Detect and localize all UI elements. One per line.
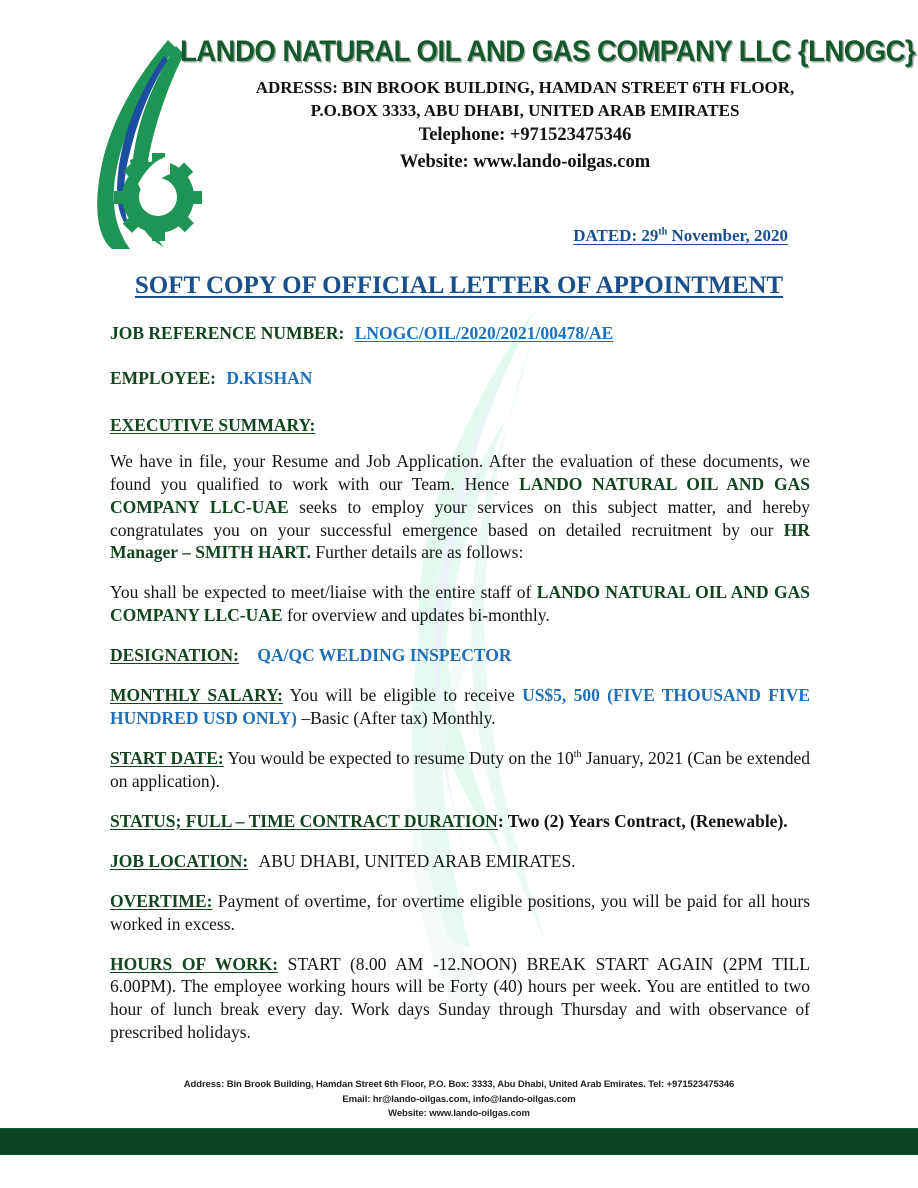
footer-email-line: Email: hr@lando-oilgas.com, info@lando-oilgas.com: [342, 1093, 576, 1105]
telephone-line: Telephone: +971523475346: [418, 125, 632, 146]
start-date-text-a: You would be expected to resume Duty on the 10: [223, 747, 574, 768]
job-reference-value: LNOGC/OIL/2020/2021/00478/AE: [354, 323, 614, 343]
summary-p2-part-b: for overview and updates bi-monthly.: [282, 605, 550, 626]
footer-website-line: Website: www.lando-oilgas.com: [388, 1108, 530, 1120]
executive-summary-heading: EXECUTIVE SUMMARY:: [110, 414, 316, 435]
status-label: STATUS; FULL – TIME CONTRACT DURATION: [110, 810, 498, 831]
start-date-row: [110, 747, 810, 793]
designation-row: [110, 644, 810, 667]
employee-value: D.KISHAN: [226, 367, 313, 388]
hours-of-work-label: HOURS OF WORK:: [110, 953, 279, 974]
summary-p1-part-b: seeks to employ your services on this subject matter, and hereby congratulates you on your successful emergence based on detailed recruitment by our: [110, 496, 810, 540]
summary-p1-hr-manager: HR Manager – SMITH HART.: [110, 519, 810, 563]
address-line-1: ADRESSS: BIN BROOK BUILDING, HAMDAN STREET 6TH FLOOR,: [255, 78, 795, 98]
status-value: : Two (2) Years Contract, (Renewable).: [497, 810, 788, 831]
dated-ordinal: th: [658, 226, 668, 238]
summary-p2-company: LANDO NATURAL OIL AND GAS COMPANY LLC-UAE: [110, 582, 810, 626]
job-location-label: JOB LOCATION:: [110, 850, 249, 871]
executive-summary-paragraph-2: [110, 581, 810, 627]
dated-label: DATED: 29: [573, 226, 659, 245]
overtime-row: [110, 890, 810, 936]
employee-label: EMPLOYEE:: [110, 367, 216, 388]
footer-green-bar: [0, 1128, 918, 1155]
company-name: LANDO NATURAL OIL AND GAS COMPANY LLC {LNOGC}: [180, 35, 916, 68]
job-location-row: [110, 850, 810, 873]
monthly-salary-text-b: –Basic (After tax) Monthly.: [297, 708, 496, 729]
letter-body: [110, 322, 810, 1061]
overtime-text: Payment of overtime, for overtime eligible positions, you will be paid for all hours worked in excess.: [110, 890, 810, 934]
letterhead: [150, 35, 916, 175]
start-date-label: START DATE:: [110, 747, 224, 768]
status-row: [110, 810, 810, 833]
summary-p2-part-a: You shall be expected to meet/liaise with the entire staff of: [110, 582, 537, 603]
document-title: SOFT COPY OF OFFICIAL LETTER OF APPOINTMENT: [134, 272, 784, 299]
job-location-value: ABU DHABI, UNITED ARAB EMIRATES.: [258, 850, 576, 871]
summary-p1-company: LANDO NATURAL OIL AND GAS COMPANY LLC-UAE: [110, 473, 810, 517]
job-reference-label: JOB REFERENCE NUMBER:: [110, 323, 345, 343]
footer-contact-block: [0, 1078, 918, 1122]
designation-value: QA/QC WELDING INSPECTOR: [257, 645, 512, 666]
job-reference-row: [110, 322, 810, 345]
start-date-ordinal: th: [573, 749, 582, 761]
dated-rest: November, 2020: [667, 226, 788, 245]
dated-line: [573, 226, 788, 246]
monthly-salary-amount: US$5, 500 (FIVE THOUSAND FIVE HUNDRED USD ONLY): [110, 685, 811, 729]
website-line: Website: www.lando-oilgas.com: [399, 151, 651, 172]
employee-row: [110, 367, 810, 390]
footer-address-line: Address: Bin Brook Building, Hamdan Street 6th Floor, P.O. Box: 3333, Abu Dhabi, United Arab Emirates. Tel: +971523475346: [183, 1079, 735, 1090]
address-line-2: P.O.BOX 3333, ABU DHABI, UNITED ARAB EMIRATES: [310, 100, 740, 120]
overtime-label: OVERTIME:: [110, 890, 213, 911]
hours-of-work-text: START (8.00 AM -12.NOON) BREAK START AGAIN (2PM TILL 6.00PM). The employee working hours will be Forty (40) hours per week. You are entitled to two hour of lunch break every day. Work days Sunday through Thursday and with observance of prescribed holidays.: [110, 953, 810, 1043]
summary-p1-part-a: We have in file, your Resume and Job Application. After the evaluation of these documents, we found you qualified to work with our Team. Hence: [110, 450, 810, 494]
executive-summary-heading-row: [110, 414, 810, 437]
monthly-salary-row: [110, 684, 810, 730]
designation-label: DESIGNATION:: [110, 645, 240, 666]
hours-of-work-row: [110, 953, 810, 1045]
monthly-salary-text-a: You will be eligible to receive: [282, 685, 523, 706]
monthly-salary-label: MONTHLY SALARY:: [110, 685, 283, 706]
executive-summary-paragraph-1: [110, 450, 810, 565]
start-date-text-b: January, 2021 (Can be extended on application).: [110, 747, 810, 791]
summary-p1-part-c: Further details are as follows:: [310, 542, 524, 563]
